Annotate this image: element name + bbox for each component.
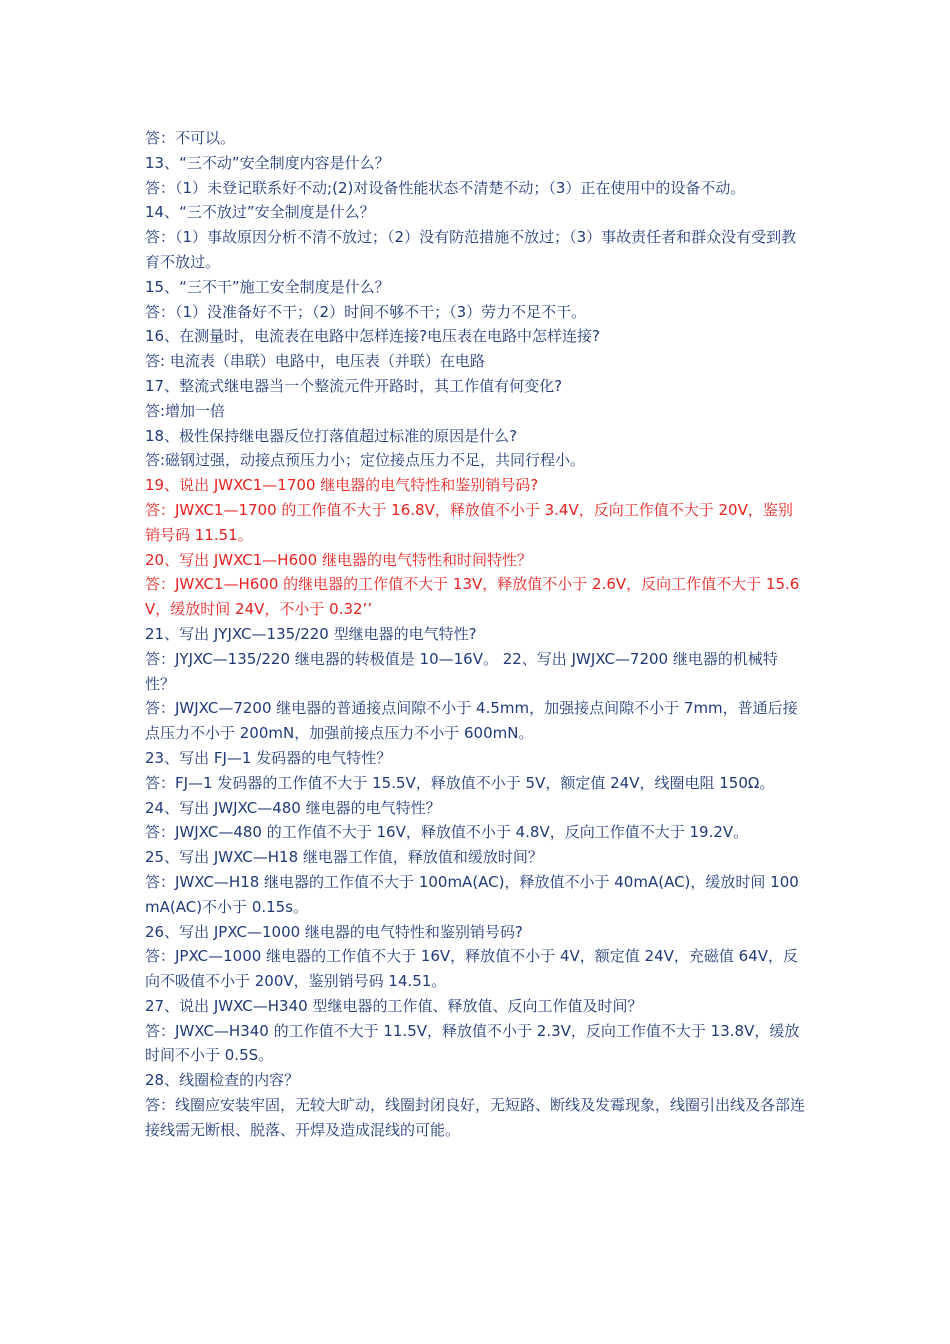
question-14: 14、“三不放过”安全制度是什么？: [145, 203, 375, 222]
answer-14: 答：（1）事故原因分析不清不放过；（2）没有防范措施不放过；（3）事故责任者和群众没有受到教育不放过。: [145, 228, 797, 271]
answer-19: 答：JWXC1—1700 的工作值不大于 16.8V，释放值不小于 3.4V，反向工作值不大于 20V，鉴别销号码 11.51。: [145, 500, 793, 544]
answer-27: 答：JWXC—H340 的工作值不大于 11.5V，释放值不小于 2.3V，反向工作值不大于 13.8V，缓放时间不小于 0.5S。: [145, 1021, 800, 1065]
question-25: 25、写出 JWXC—H18 继电器工作值，释放值和缓放时间？: [145, 848, 543, 867]
question-13: 13、“三不动”安全制度内容是什么？: [145, 153, 390, 172]
question-16: 16、在测量时，电流表在电路中怎样连接?电压表在电路中怎样连接?: [145, 327, 601, 346]
answer-18: 答:磁钢过强，动接点预压力小；定位接点压力不足，共同行程小。: [145, 451, 586, 470]
question-26: 26、写出 JPXC—1000 继电器的电气特性和鉴别销号码?: [145, 922, 523, 941]
answer-28: 答：线圈应安装牢固，无较大旷动，线圈封闭良好，无短路、断线及发霉现象，线圈引出线及各部连接线需无断根、脱落、开焊及造成混线的可能。: [145, 1096, 806, 1139]
question-28: 28、线圈检查的内容？: [145, 1071, 300, 1090]
question-23: 23、写出 FJ—1 发码器的电气特性？: [145, 748, 392, 767]
answer-24: 答：JWJXC—480 的工作值不大于 16V，释放值不小于 4.8V，反向工作值不大于 19.2V。: [145, 823, 749, 842]
question-20: 20、写出 JWXC1—H600 继电器的电气特性和时间特性？: [145, 550, 532, 569]
question-24: 24、写出 JWJXC—480 继电器的电气特性？: [145, 798, 441, 817]
question-18: 18、极性保持继电器反位打落值超过标准的原因是什么?: [145, 426, 518, 445]
answer-26: 答：JPXC—1000 继电器的工作值不大于 16V，释放值不小于 4V，额定值 24V，充磁值 64V，反向不吸值不小于 200V，鉴别销号码 14.51。: [145, 947, 798, 991]
answer-21-question-22: 答：JYJXC—135/220 继电器的转极值是 10—16V。 22、写出 JWJXC—7200 继电器的机械特性？: [145, 649, 778, 693]
answer-16: 答: 电流表（串联）电路中，电压表（并联）在电路: [145, 352, 485, 371]
answer-23: 答：FJ—1 发码器的工作值不大于 15.5V，释放值不小于 5V，额定值 24V，线圈电阻 150Ω。: [145, 773, 775, 792]
answer-20: 答：JWXC1—H600 的继电器的工作值不大于 13V，释放值不小于 2.6V，反向工作值不大于 15.6V，缓放时间 24V，不小于 0.32’’: [145, 575, 800, 619]
question-21: 21、写出 JYJXC—135/220 型继电器的电气特性?: [145, 624, 477, 643]
answer-13: 答：（1）未登记联系好不动;(2)对设备性能状态不清楚不动；（3）正在使用中的设备不动。: [145, 178, 746, 197]
answer-12: 答：不可以。: [145, 129, 236, 147]
question-27: 27、说出 JWXC—H340 型继电器的工作值、释放值、反向工作值及时间？: [145, 996, 643, 1015]
question-17: 17、整流式继电器当一个整流元件开路时，其工作值有何变化?: [145, 376, 563, 395]
answer-25: 答：JWXC—H18 继电器的工作值不大于 100mA(AC)，释放值不小于 40mA(AC)，缓放时间 100mA(AC)不小于 0.15s。: [145, 872, 799, 916]
answer-17: 答:增加一倍: [145, 401, 226, 420]
question-19: 19、说出 JWXC1—1700 继电器的电气特性和鉴别销号码?: [145, 476, 539, 495]
answer-15: 答：（1）没准备好不干；（2）时间不够不干；（3）劳力不足不干。: [145, 302, 587, 321]
document-body: [145, 126, 805, 1143]
question-15: 15、“三不干”施工安全制度是什么？: [145, 277, 390, 296]
answer-22: 答：JWJXC—7200 继电器的普通接点间隙不小于 4.5mm，加强接点间隙不小于 7mm，普通后接点压力不小于 200mN，加强前接点压力不小于 600mN。: [145, 699, 798, 743]
